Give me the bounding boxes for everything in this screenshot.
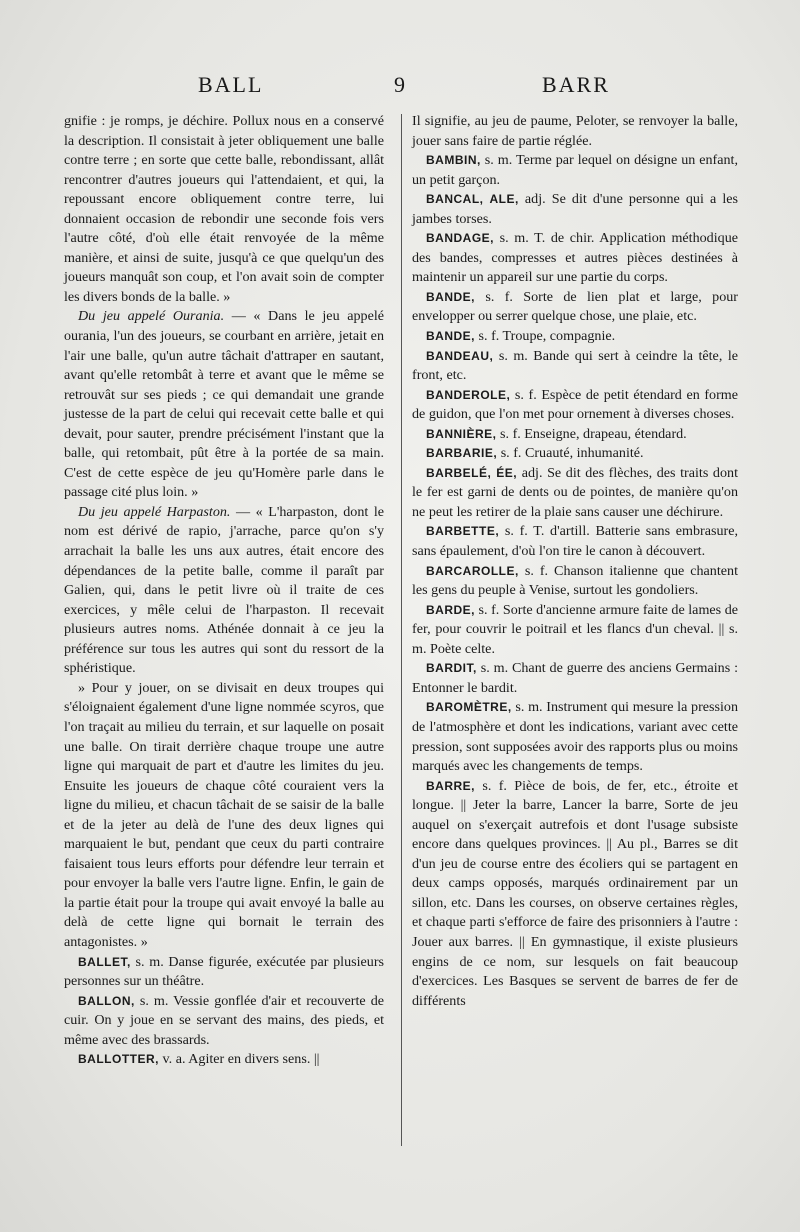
entry: BAROMÈTRE, s. m. Instrument qui mesure la pression de l'atmosphère et dont les indications, variant avec cette pression, sont supposées avoir des rapports plus ou moins marqués avec les changements de temps. <box>412 699 738 775</box>
entry: BARBELÉ, ÉE, adj. Se dit des flèches, des traits dont le fer est garni de dents ou de pointes, de manière qu'on ne peut les retirer de la plaie sans causer une déchirure. <box>412 464 738 520</box>
headword: BANDE, <box>426 289 476 304</box>
headword: BARDE, <box>426 602 476 617</box>
headword: BANCAL, ALE, <box>426 192 519 207</box>
entry: BANDE, s. f. Troupe, compagnie. <box>426 328 616 345</box>
entry: BARBARIE, s. f. Cruauté, inhumanité. <box>426 445 644 462</box>
entry: BANDE, s. f. Sorte de lien plat et large, pour envelopper ou serrer quelque chose, une plaie, etc. <box>412 288 738 325</box>
paragraph: Il signifie, au jeu de paume, Peloter, se renvoyer la balle, jouer sans faire de partie réglée. <box>412 113 738 149</box>
headword: BANDAGE, <box>426 231 495 246</box>
right-column <box>412 112 738 1011</box>
entry: BANDEROLE, s. f. Espèce de petit étendard en forme de guidon, que l'on met pour ornement à diverses choses. <box>412 386 738 423</box>
headword: BALLET, <box>78 954 131 969</box>
section-title: Du jeu appelé Harpaston. <box>78 503 231 520</box>
headword: BARRE, <box>426 778 476 793</box>
entry: BALLON, s. m. Vessie gonflée d'air et recouverte de cuir. On y joue en se servant des mains, des pieds, et même avec des brassards. <box>64 992 384 1048</box>
headword: BARBELÉ, ÉE, <box>426 465 518 480</box>
entry: BARCAROLLE, s. f. Chanson italienne que chantent les gens du peuple à Venise, surtout les gondoliers. <box>412 562 738 599</box>
headword: BANDEAU, <box>426 348 494 363</box>
headword: BANDE, <box>426 329 476 344</box>
page-number: 9 <box>394 72 405 97</box>
entry: BARDIT, s. m. Chant de guerre des anciens Germains : Entonner le bardit. <box>412 660 738 696</box>
column-divider <box>401 114 402 1146</box>
paragraph: gnifie : je romps, je déchire. Pollux nous en a conservé la description. Il consistait à jeter obliquement une balle contre terre ; en sorte que cette balle, rebondissant, allât rencontrer d'autres joueurs qui l'attendaient, et qui, la repoussant encore obliquement contre terre, lui donnaient occasion de rebondir une seconde fois vers l'autre côté, d'où elle était renvoyée de la même manière, et ainsi de suite, jusqu'à ce que quelqu'un des joueurs manquât son coup, et l'on avait soin de compter les divers bonds de la balle. » <box>64 113 384 305</box>
headword: BARBARIE, <box>426 446 498 461</box>
headword: BARBETTE, <box>426 524 500 539</box>
entry: BANCAL, ALE, adj. Se dit d'une personne qui a les jambes torses. <box>412 191 739 227</box>
headword: BARDIT, <box>426 661 477 676</box>
paragraph: Du jeu appelé Ourania. — « Dans le jeu appelé ourania, l'un des joueurs, se courbant en arrière, jetait en l'air une balle, qu'un autre tâchait d'attraper en sautant, avant qu'elle retombât à terre et avant que le même se retrouvât sur ses pieds ; ce qui demandait une grande justesse de la part de celui qui recevait cette balle et qui devait, pour sauter, prendre précisément l'instant que la balle, qui retombait, pût être à la portée de sa main. C'est de cette espèce de jeu qu'Homère parle dans le passage cité plus loin. » <box>64 308 384 501</box>
entry: BALLET, s. m. Danse figurée, exécutée par plusieurs personnes sur un théâtre. <box>64 953 384 990</box>
headword: BARCAROLLE, <box>426 563 519 578</box>
paragraph: Du jeu appelé Harpaston. — « L'harpaston, dont le nom est dérivé de rapio, j'arrache, parce qu'on s'y arrachait la balle les uns aux autres, était encore des dépendances de la petite balle, comme il paraît par Galien, qui, dans le petit livre où il traite de ces exercices, y mêle celui de l'harpaston. Il recevait plusieurs autres noms. Athénée donnait à ce jeu la préférence sur tous les autres qui sont du ressort de la sphéristique. <box>64 503 385 677</box>
entry: BARDE, s. f. Sorte d'ancienne armure faite de lames de fer, pour couvrir le poitrail et les flancs d'un cheval. || s. m. Poète celte. <box>412 601 738 657</box>
entry: BANNIÈRE, s. f. Enseigne, drapeau, étendard. <box>426 425 687 442</box>
headword: BANNIÈRE, <box>426 426 497 441</box>
section-title: Du jeu appelé Ourania. <box>78 308 225 325</box>
entry: BARBETTE, s. f. T. d'artill. Batterie sans embrasure, sans épaulement, d'où l'on tire le canon à découvert. <box>412 523 738 560</box>
headword: BANDEROLE, <box>426 387 511 402</box>
entry: BALLOTTER, v. a. Agiter en divers sens. || <box>78 1051 320 1068</box>
entry: BAMBIN, s. m. Terme par lequel on désigne un enfant, un petit garçon. <box>412 152 738 188</box>
headword: BAMBIN, <box>426 153 481 168</box>
entry: BANDAGE, s. m. T. de chir. Application méthodique des bandes, compresses et autres pièces destinées à maintenir un appareil sur une partie du corps. <box>412 230 738 286</box>
headword: BAROMÈTRE, <box>426 700 512 715</box>
running-head-left: BALL <box>198 72 264 97</box>
headword: BALLOTTER, <box>78 1052 159 1067</box>
paragraph: » Pour y jouer, on se divisait en deux troupes qui s'éloignaient également d'une ligne nommée scyros, que l'on traçait au milieu du terrain, et sur laquelle on posait une balle. On tirait derrière chaque troupe une autre ligne qui marquait de part et d'autre les limites du jeu. Ensuite les joueurs de chaque côté couraient vers la ligne du milieu, et chacun tâchait de se saisir de la balle et de la jeter au delà de l'une des deux lignes qui marquaient le but, pendant que ceux du parti contraire faisaient tous leurs efforts pour défendre leur terrain et pour envoyer la balle vers l'autre ligne. Enfin, le gain de la partie était pour la troupe qui avait envoyé la balle au delà de cette ligne qui bornait le terrain des antagonistes. » <box>64 679 384 950</box>
running-head-right: BARR <box>542 72 610 97</box>
entry: BARRE, s. f. Pièce de bois, de fer, etc., étroite et longue. || Jeter la barre, Lancer la barre, Sorte de jeu auquel on s'exerçait autrefois et dont l'usage subsiste encore dans quelques provinces. || Au pl., Barres se dit d'un jeu de course entre des écoliers qui se partagent en deux camps opposés, marqués ordinairement par un sillon, etc. Dans les courses, on observe certaines règles, et chaque parti s'efforce de faire des prisonniers à l'autre : Jouer aux barres. || En gymnastique, il existe plusieurs engins de ce nom, sur lesquels on fait beaucoup d'exercices. Les Basques se servent de barres de fer de différents <box>412 777 738 1009</box>
left-column <box>64 112 384 1070</box>
entry: BANDEAU, s. m. Bande qui sert à ceindre la tête, le front, etc. <box>412 347 738 384</box>
headword: BALLON, <box>78 993 135 1008</box>
